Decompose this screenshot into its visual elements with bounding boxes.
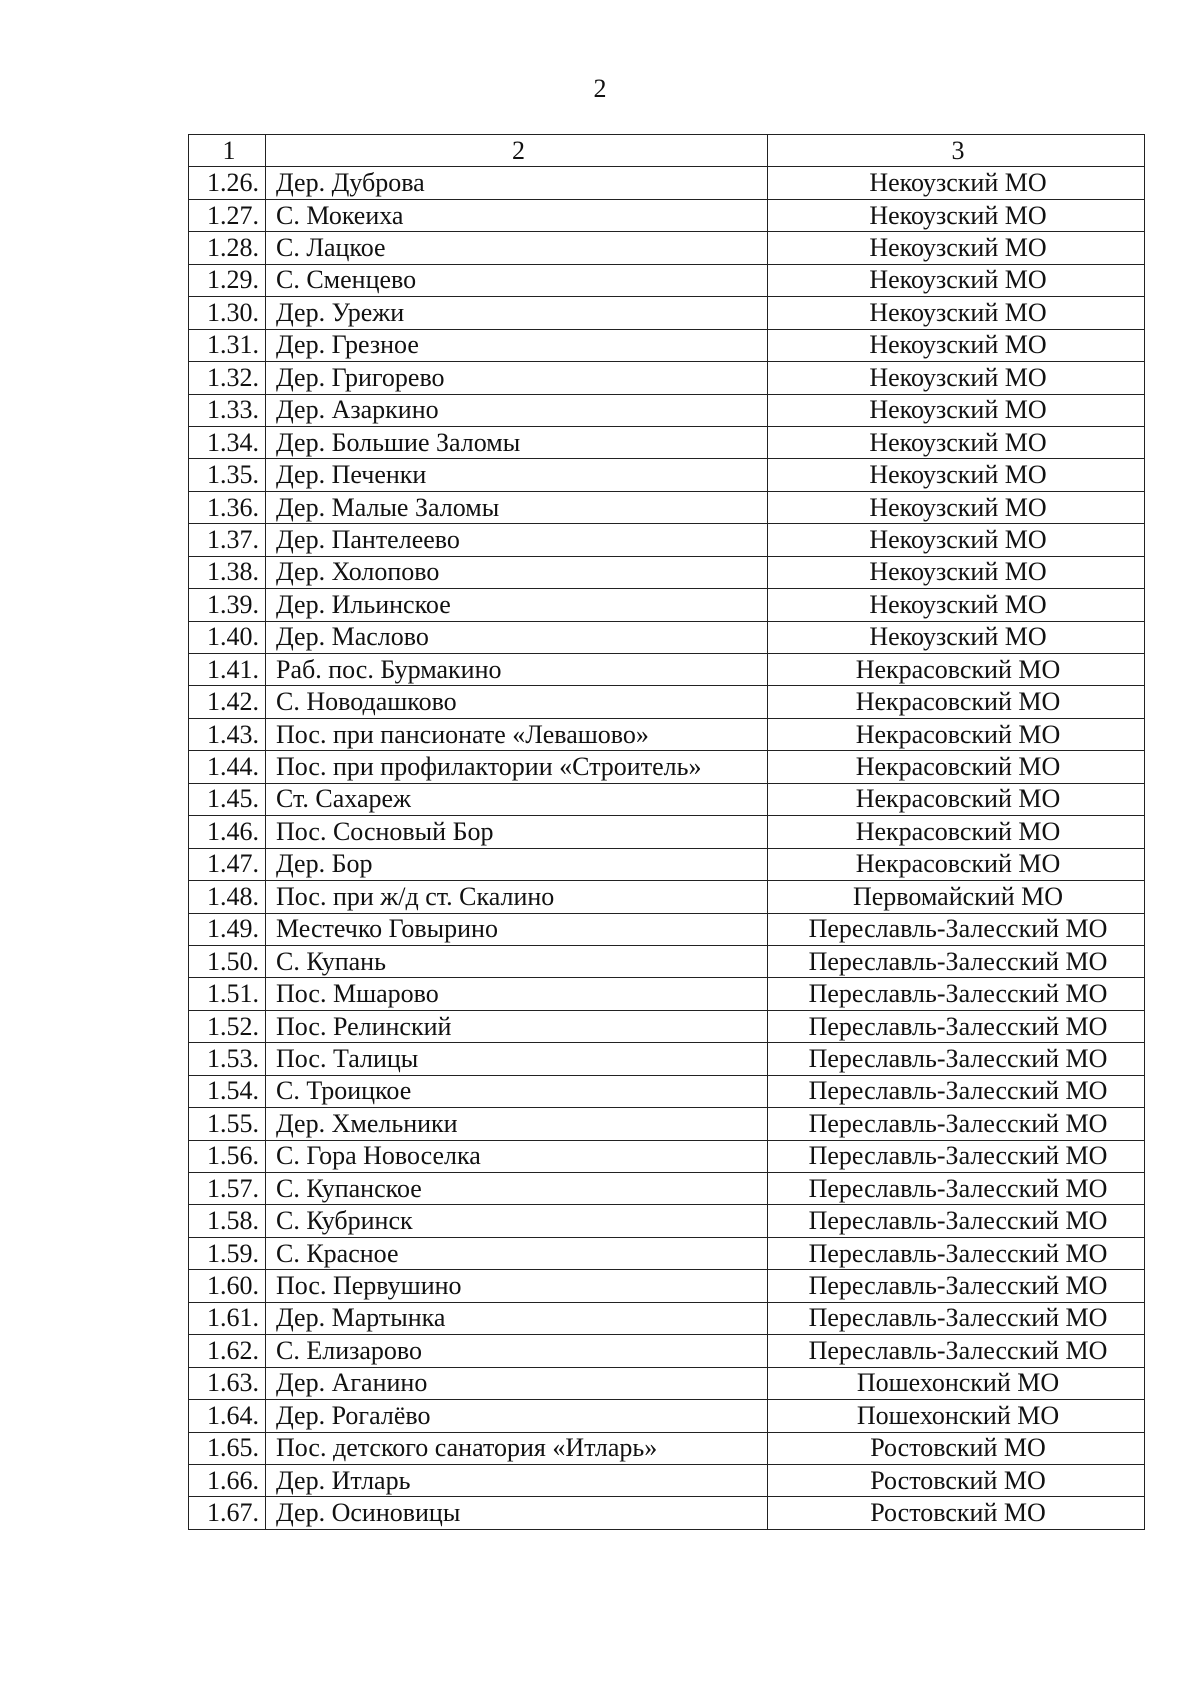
settlement-name-cell: Дер. Урежи [266, 297, 768, 329]
row-number-cell: 1.32. [189, 362, 266, 394]
row-number-cell: 1.61. [189, 1302, 266, 1334]
settlement-name-cell: С. Сменцево [266, 264, 768, 296]
district-cell: Пошехонский МО [768, 1367, 1145, 1399]
settlement-name-cell: Дер. Хмельники [266, 1108, 768, 1140]
table-row [189, 459, 1145, 491]
row-number-cell: 1.41. [189, 654, 266, 686]
table-row [189, 1173, 1145, 1205]
row-number-cell: 1.50. [189, 945, 266, 977]
table-row [189, 621, 1145, 653]
row-number-cell: 1.57. [189, 1173, 266, 1205]
row-number-cell: 1.54. [189, 1075, 266, 1107]
settlement-name-cell: С. Кубринск [266, 1205, 768, 1237]
row-number-cell: 1.37. [189, 524, 266, 556]
row-number-cell: 1.48. [189, 881, 266, 913]
settlement-name-cell: Пос. Релинский [266, 1010, 768, 1042]
row-number-cell: 1.60. [189, 1270, 266, 1302]
district-cell: Ростовский МО [768, 1497, 1145, 1529]
district-cell: Первомайский МО [768, 881, 1145, 913]
row-number-cell: 1.35. [189, 459, 266, 491]
settlement-name-cell: Дер. Маслово [266, 621, 768, 653]
table-row [189, 881, 1145, 913]
district-cell: Переславль-Залесский МО [768, 913, 1145, 945]
district-cell: Некоузский МО [768, 362, 1145, 394]
settlement-name-cell: Пос. детского санатория «Итларь» [266, 1432, 768, 1464]
settlement-name-cell: Дер. Дуброва [266, 167, 768, 199]
settlement-name-cell: Пос. Сосновый Бор [266, 816, 768, 848]
table-row [189, 1335, 1145, 1367]
district-cell: Некоузский МО [768, 264, 1145, 296]
row-number-cell: 1.34. [189, 426, 266, 458]
district-cell: Переславль-Залесский МО [768, 1302, 1145, 1334]
table-row [189, 362, 1145, 394]
district-cell: Переславль-Залесский МО [768, 1075, 1145, 1107]
settlement-name-cell: Пос. при ж/д ст. Скалино [266, 881, 768, 913]
row-number-cell: 1.55. [189, 1108, 266, 1140]
district-cell: Некоузский МО [768, 297, 1145, 329]
row-number-cell: 1.36. [189, 491, 266, 523]
row-number-cell: 1.47. [189, 848, 266, 880]
row-number-cell: 1.51. [189, 978, 266, 1010]
table-row [189, 394, 1145, 426]
district-cell: Переславль-Залесский МО [768, 945, 1145, 977]
row-number-cell: 1.46. [189, 816, 266, 848]
settlement-name-cell: Дер. Азаркино [266, 394, 768, 426]
row-number-cell: 1.44. [189, 751, 266, 783]
settlement-name-cell: С. Мокеиха [266, 199, 768, 231]
district-cell: Некоузский МО [768, 199, 1145, 231]
row-number-cell: 1.49. [189, 913, 266, 945]
district-cell: Переславль-Залесский МО [768, 1010, 1145, 1042]
table-row [189, 1140, 1145, 1172]
row-number-cell: 1.58. [189, 1205, 266, 1237]
settlement-name-cell: Дер. Грезное [266, 329, 768, 361]
row-number-cell: 1.62. [189, 1335, 266, 1367]
district-cell: Некрасовский МО [768, 848, 1145, 880]
row-number-cell: 1.56. [189, 1140, 266, 1172]
settlement-name-cell: Дер. Малые Заломы [266, 491, 768, 523]
row-number-cell: 1.38. [189, 556, 266, 588]
table-row [189, 1237, 1145, 1269]
settlement-name-cell: Дер. Мартынка [266, 1302, 768, 1334]
district-cell: Ростовский МО [768, 1432, 1145, 1464]
table-row [189, 232, 1145, 264]
settlement-name-cell: С. Троицкое [266, 1075, 768, 1107]
settlement-name-cell: Местечко Говырино [266, 913, 768, 945]
district-cell: Некрасовский МО [768, 816, 1145, 848]
table-row [189, 589, 1145, 621]
settlement-name-cell: Дер. Осиновицы [266, 1497, 768, 1529]
district-cell: Переславль-Залесский МО [768, 978, 1145, 1010]
settlement-name-cell: Дер. Григорево [266, 362, 768, 394]
settlement-name-cell: С. Красное [266, 1237, 768, 1269]
district-cell: Некрасовский МО [768, 783, 1145, 815]
column-header-number: 1 [189, 135, 266, 167]
row-number-cell: 1.39. [189, 589, 266, 621]
district-cell: Ростовский МО [768, 1464, 1145, 1496]
district-cell: Некоузский МО [768, 394, 1145, 426]
district-cell: Некрасовский МО [768, 751, 1145, 783]
district-cell: Некоузский МО [768, 426, 1145, 458]
row-number-cell: 1.66. [189, 1464, 266, 1496]
table-row [189, 329, 1145, 361]
table-row [189, 816, 1145, 848]
settlement-name-cell: Дер. Итларь [266, 1464, 768, 1496]
row-number-cell: 1.27. [189, 199, 266, 231]
district-cell: Некрасовский МО [768, 654, 1145, 686]
table-row [189, 1400, 1145, 1432]
settlement-name-cell: Пос. Мшарово [266, 978, 768, 1010]
table-header-row [189, 135, 1145, 167]
table-row [189, 654, 1145, 686]
row-number-cell: 1.40. [189, 621, 266, 653]
settlement-name-cell: Раб. пос. Бурмакино [266, 654, 768, 686]
table-body [189, 167, 1145, 1529]
table-row [189, 1075, 1145, 1107]
settlement-name-cell: С. Купанское [266, 1173, 768, 1205]
district-cell: Некоузский МО [768, 491, 1145, 523]
table-row [189, 199, 1145, 231]
district-cell: Переславль-Залесский МО [768, 1173, 1145, 1205]
district-cell: Переславль-Залесский МО [768, 1108, 1145, 1140]
table-row [189, 751, 1145, 783]
district-cell: Некоузский МО [768, 589, 1145, 621]
page-number: 2 [593, 74, 607, 103]
table-row [189, 1108, 1145, 1140]
settlement-name-cell: Ст. Сахареж [266, 783, 768, 815]
settlement-name-cell: С. Купань [266, 945, 768, 977]
district-cell: Некрасовский МО [768, 718, 1145, 750]
table-row [189, 297, 1145, 329]
table-row [189, 913, 1145, 945]
settlement-name-cell: С. Лацкое [266, 232, 768, 264]
table-row [189, 1043, 1145, 1075]
settlement-name-cell: Дер. Холопово [266, 556, 768, 588]
settlement-name-cell: Пос. при пансионате «Левашово» [266, 718, 768, 750]
row-number-cell: 1.45. [189, 783, 266, 815]
row-number-cell: 1.65. [189, 1432, 266, 1464]
row-number-cell: 1.31. [189, 329, 266, 361]
district-cell: Некоузский МО [768, 329, 1145, 361]
district-cell: Некоузский МО [768, 556, 1145, 588]
district-cell: Переславль-Залесский МО [768, 1140, 1145, 1172]
table-row [189, 783, 1145, 815]
settlement-name-cell: Дер. Ильинское [266, 589, 768, 621]
row-number-cell: 1.42. [189, 686, 266, 718]
settlement-name-cell: Дер. Пантелеево [266, 524, 768, 556]
table-row [189, 1367, 1145, 1399]
row-number-cell: 1.52. [189, 1010, 266, 1042]
row-number-cell: 1.33. [189, 394, 266, 426]
district-cell: Переславль-Залесский МО [768, 1270, 1145, 1302]
table-row [189, 848, 1145, 880]
table-row [189, 1270, 1145, 1302]
district-cell: Некоузский МО [768, 524, 1145, 556]
table-row [189, 1302, 1145, 1334]
column-header-settlement: 2 [266, 135, 768, 167]
row-number-cell: 1.64. [189, 1400, 266, 1432]
settlement-name-cell: Дер. Рогалёво [266, 1400, 768, 1432]
column-header-district: 3 [768, 135, 1145, 167]
table-row [189, 945, 1145, 977]
district-cell: Переславль-Залесский МО [768, 1237, 1145, 1269]
district-cell: Переславль-Залесский МО [768, 1043, 1145, 1075]
row-number-cell: 1.26. [189, 167, 266, 199]
row-number-cell: 1.28. [189, 232, 266, 264]
settlement-name-cell: С. Новодашково [266, 686, 768, 718]
table-row [189, 1464, 1145, 1496]
row-number-cell: 1.30. [189, 297, 266, 329]
district-cell: Пошехонский МО [768, 1400, 1145, 1432]
table-row [189, 1432, 1145, 1464]
table-row [189, 718, 1145, 750]
district-cell: Некоузский МО [768, 459, 1145, 491]
table-row [189, 1205, 1145, 1237]
district-cell: Некоузский МО [768, 621, 1145, 653]
settlements-table [188, 134, 1145, 1530]
district-cell: Переславль-Залесский МО [768, 1335, 1145, 1367]
row-number-cell: 1.67. [189, 1497, 266, 1529]
settlement-name-cell: Дер. Аганино [266, 1367, 768, 1399]
district-cell: Некоузский МО [768, 167, 1145, 199]
settlement-name-cell: С. Елизарово [266, 1335, 768, 1367]
table-row [189, 556, 1145, 588]
settlement-name-cell: Пос. при профилактории «Строитель» [266, 751, 768, 783]
settlement-name-cell: Дер. Большие Заломы [266, 426, 768, 458]
row-number-cell: 1.63. [189, 1367, 266, 1399]
settlement-name-cell: С. Гора Новоселка [266, 1140, 768, 1172]
table-row [189, 426, 1145, 458]
row-number-cell: 1.29. [189, 264, 266, 296]
settlement-name-cell: Пос. Талицы [266, 1043, 768, 1075]
table-row [189, 1497, 1145, 1529]
table-row [189, 264, 1145, 296]
district-cell: Переславль-Залесский МО [768, 1205, 1145, 1237]
settlement-name-cell: Дер. Печенки [266, 459, 768, 491]
table-row [189, 524, 1145, 556]
district-cell: Некоузский МО [768, 232, 1145, 264]
row-number-cell: 1.53. [189, 1043, 266, 1075]
table-row [189, 167, 1145, 199]
district-cell: Некрасовский МО [768, 686, 1145, 718]
table-row [189, 1010, 1145, 1042]
settlement-name-cell: Дер. Бор [266, 848, 768, 880]
table-row [189, 491, 1145, 523]
row-number-cell: 1.43. [189, 718, 266, 750]
row-number-cell: 1.59. [189, 1237, 266, 1269]
settlement-name-cell: Пос. Первушино [266, 1270, 768, 1302]
table-row [189, 686, 1145, 718]
table-row [189, 978, 1145, 1010]
